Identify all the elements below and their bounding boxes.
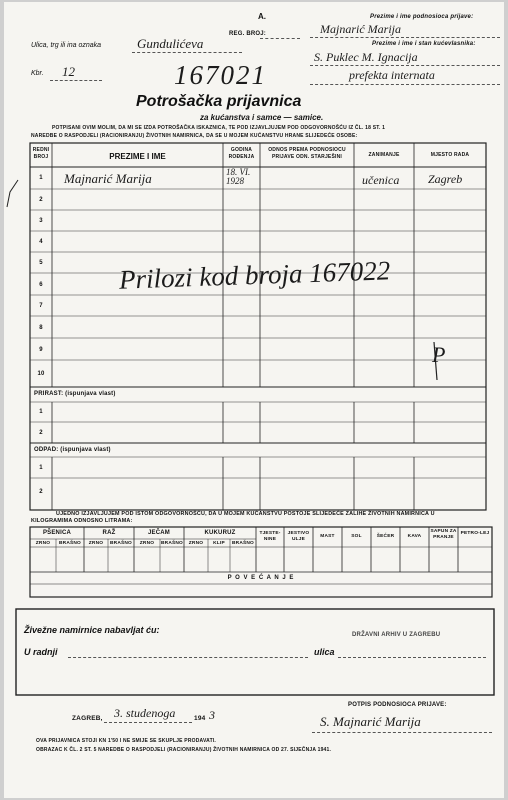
row-number: 2 <box>39 489 43 495</box>
col-name-header: PREZIME I IME <box>109 152 166 161</box>
row-number: 1 <box>39 465 43 471</box>
place-label: ZAGREB, <box>72 715 103 722</box>
col-relation-header: ODNOS PREMA PODNOSIOCU PRIJAVE ODN. STARJEŠINI <box>268 147 346 160</box>
footer-line-1: OVA PRIJAVNICA STOJI KN 1'50 I NE SMIJE SE SKUPLJE PRODAVATI. <box>36 738 217 744</box>
row-number: 3 <box>39 218 43 224</box>
row-number: 7 <box>39 303 43 309</box>
intro-line-1: POTPISANI OVIM MOLIM, DA MI SE IZDA POTROŠAČKA ISKAZNICA, TE POD IZJAVLJUJEM POD ODGOVORNOŠĆU IZ ČL. 18 ST. 1 <box>52 125 386 131</box>
supply-group-header: JEČAM <box>147 530 170 536</box>
street-label: Ulica, trg ili ina oznaka <box>31 42 102 49</box>
archive-stamp: DRŽAVNI ARHIV U ZAGREBU <box>352 632 441 638</box>
footer-line-2: OBRAZAC K ČL. 2 ST. 5 NAREDBE O RASPODJELI (RACIONIRANJU) ŽIVOTNIH NAMIRNICA OD 27. SIJEČNJA 1941. <box>36 747 332 753</box>
supply-sub-header: BRAŠNO <box>161 541 183 546</box>
col-rb-header: REDNI BROJ <box>32 147 50 160</box>
row-1-year[interactable]: 18. VI. 1928 <box>226 167 251 186</box>
form-letter: A. <box>258 12 266 21</box>
handwritten-note: Prilozi kod broja 167022 <box>118 255 391 295</box>
signature-label: POTPIS PODNOSIOCA PRIJAVE: <box>348 702 447 708</box>
declaration-line-2: KILOGRAMIMA ODNOSNO LITRAMA: <box>31 518 133 524</box>
landlord-value-2[interactable]: prefekta internata <box>349 68 435 82</box>
supply-group-header: PŠENICA <box>42 530 72 536</box>
supply-sub-header: ZRNO <box>139 541 155 546</box>
applicant-name-value[interactable]: Majnarić Marija <box>320 22 401 36</box>
supply-sub-header: BRAŠNO <box>59 541 81 546</box>
col-occupation-header: ZANIMANJE <box>368 152 400 158</box>
purchase-title: Živežne namirnice nabavljat ću: <box>24 625 160 635</box>
supply-sub-header: ZRNO <box>35 541 51 546</box>
row-number: 2 <box>39 430 43 436</box>
supply-header: PETRO-LEJ <box>460 531 490 536</box>
row-number: 2 <box>39 197 43 203</box>
date-line <box>104 722 192 723</box>
landlord-value-1[interactable]: S. Puklec M. Ignacija <box>314 50 418 64</box>
prirast-label: PRIRAST: (ispunjava vlast) <box>34 391 116 397</box>
odpad-label: ODPAD: (ispunjava vlast) <box>34 447 111 453</box>
row-number: 6 <box>39 282 43 288</box>
row-number: 1 <box>39 175 43 181</box>
supply-sub-header: BRAŠNO <box>110 541 132 546</box>
row-1-workplace[interactable]: Zagreb <box>428 172 463 186</box>
supply-sub-header: ZRNO <box>188 541 204 546</box>
year-prefix: 194 <box>194 715 206 722</box>
supply-group-header: KUKURUZ <box>204 530 236 536</box>
row-number: 8 <box>39 325 43 331</box>
supply-sub-header: KLIP <box>213 541 225 546</box>
signature-line <box>312 732 492 733</box>
supply-header: ŠEĆER <box>376 534 395 539</box>
shop-line[interactable] <box>68 657 308 658</box>
year-digit[interactable]: 3 <box>209 708 215 722</box>
povecanje-label: P O V E Ć A N J E <box>227 575 295 581</box>
number-stamp: 167021 <box>174 60 267 90</box>
supply-sub-header: BRAŠNO <box>232 541 254 546</box>
intro-line-2: NAREDBE O RASPODJELI (RACIONIRANJU) ŽIVOTNIH NAMIRNICA, DA SE U MOJEM KUĆANSTVU HRANE SLIJEDEĆE OSOBE: <box>31 133 358 139</box>
supply-header: SOL <box>351 534 362 539</box>
row-1-occupation[interactable]: učenica <box>362 173 400 187</box>
margin-mark: P <box>432 342 446 367</box>
row-number: 4 <box>39 239 43 245</box>
supply-header: KAVA <box>407 534 422 539</box>
kbr-label: Kbr. <box>31 70 44 77</box>
reg-label: REG. BROJ: <box>229 31 267 37</box>
row-number: 5 <box>39 260 43 266</box>
street-label-2: ulica <box>314 647 335 657</box>
row-number: 1 <box>39 409 43 415</box>
supply-header: TJESTE-NINE <box>259 531 281 542</box>
street-value[interactable]: Gundulićeva <box>137 36 204 51</box>
row-number: 10 <box>37 371 45 377</box>
signature-value[interactable]: S. Majnarić Marija <box>320 714 421 729</box>
row-number: 9 <box>39 347 43 353</box>
col-year-header: GODINA ROĐENJA <box>228 147 255 160</box>
row-1-name[interactable]: Majnarić Marija <box>64 171 152 186</box>
supply-group-header: RAŽ <box>102 530 116 536</box>
table-lines <box>4 2 504 798</box>
applicant-name-label: Prezime i ime podnosioca prijave: <box>370 14 474 20</box>
page-title: Potrošačka prijavnica <box>136 93 302 110</box>
landlord-label: Prezime i ime i stan kućevlasnika: <box>372 41 476 47</box>
kbr-value[interactable]: 12 <box>62 64 75 79</box>
declaration-line-1: UJEDNO IZJAVLJUJEM POD ISTOM ODGOVORNOŠĆU, DA U MOJEM KUĆANSTVU POSTOJE SLIJEDEĆE ZALIHE ŽIVOTNIH NAMIRNICA U <box>56 511 435 517</box>
supply-header: MAST <box>320 534 335 539</box>
supply-header: JESTIVO ULJE <box>287 531 310 542</box>
shop-street-line[interactable] <box>338 657 486 658</box>
col-workplace-header: MJESTO RADA <box>430 152 470 158</box>
form-sheet <box>4 2 504 798</box>
shop-label: U radnji <box>24 647 58 657</box>
supply-sub-header: ZRNO <box>88 541 104 546</box>
page-subtitle: za kućanstva i samce — samice. <box>200 113 324 122</box>
date-day[interactable]: 3. studenoga <box>114 706 176 720</box>
supply-header: SAPUN ZA PRANJE <box>430 529 457 540</box>
